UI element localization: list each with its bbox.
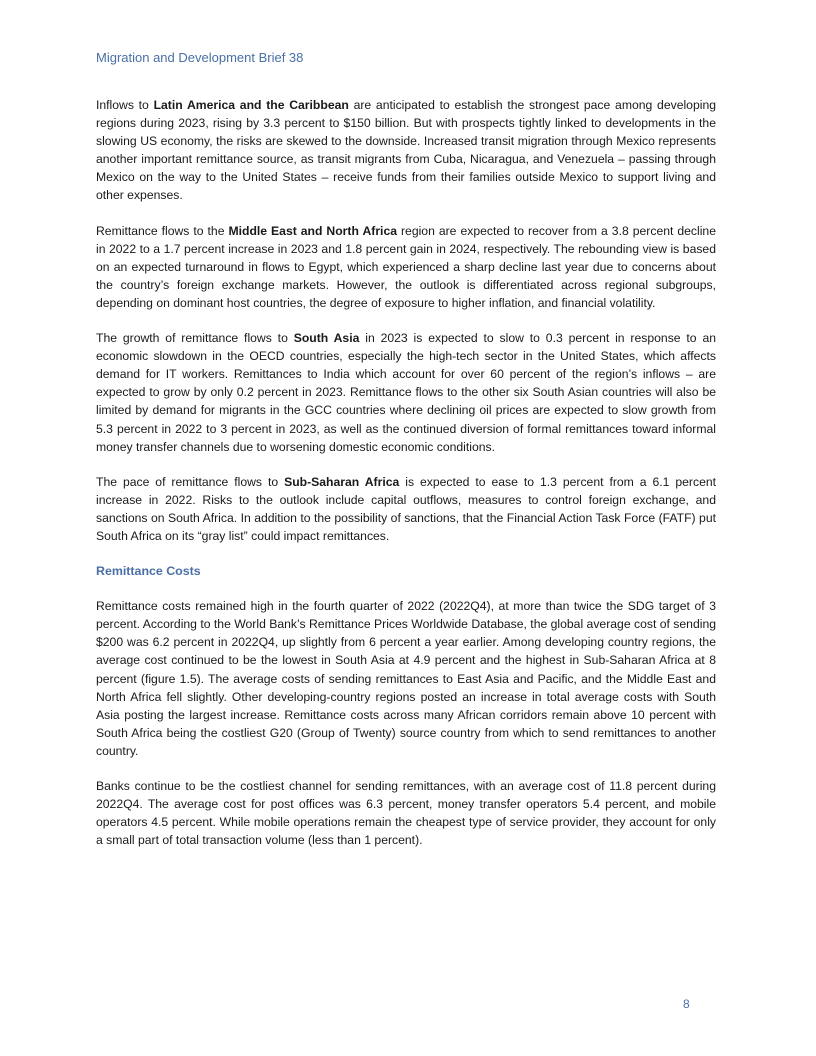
section-heading-remittance-costs: Remittance Costs <box>96 564 201 579</box>
region-name: Middle East and North Africa <box>228 223 397 238</box>
region-name: South Asia <box>293 331 360 346</box>
running-header: Migration and Development Brief 38 <box>96 50 304 65</box>
paragraph-remittance-costs: Remittance costs remained high in the fourth quarter of 2022 (2022Q4), at more than twice the SDG target of 3 percent. According to the World Bank’s Remittance Prices Worldwide Database, the global average cost of sending $200 was 6.2 percent in 2022Q4, up slightly from 6 percent a year earlier. Among developing country regions, the average cost continued to be the lowest in South Asia at 4.9 percent and the highest in Sub-Saharan Africa at 8 percent (figure 1.5). The average costs of sending remittances to East Asia and Pacific, and the Middle East and North Africa fell slightly. Other developing-country regions posted an increase in total average costs with South Asia posting the largest increase. Remittance costs across many African corridors remain above 10 percent with South Africa being the costliest G20 (Group of Twenty) source country from which to send remittances to another country. <box>96 599 716 758</box>
paragraph-banks: Banks continue to be the costliest channel for sending remittances, with an average cost of 11.8 percent during 2022Q4. The average cost for post offices was 6.3 percent, money transfer operators 5.4 percent, and mobile operators 4.5 percent. While mobile operations remain the cheapest type of service provider, they account for only a small part of total transaction volume (less than 1 percent). <box>96 779 716 848</box>
paragraph-latin-america: Inflows to Latin America and the Caribbean are anticipated to establish the strongest pace among developing regions during 2023, rising by 3.3 percent to $150 billion. But with prospects tightly linked to developments in the slowing US economy, the risks are skewed to the downside. Increased transit migration through Mexico represents another important remittance source, as transit migrants from Cuba, Nicaragua, and Venezuela – passing through Mexico on the way to the United States – receive funds from their families outside Mexico to support living and other expenses. <box>96 98 716 203</box>
region-name: Latin America and the Caribbean <box>153 98 349 112</box>
page-number: 8 <box>683 997 690 1011</box>
region-name: Sub-Saharan Africa <box>284 474 400 489</box>
page-body <box>96 96 716 866</box>
paragraph-south-asia: The growth of remittance flows to South Asia in 2023 is expected to slow to 0.3 percent in response to an economic slowdown in the OECD countries, especially the high-tech sector in the United States, which affects demand for IT workers. Remittances to India which account for over 60 percent of the region’s inflows – are expected to grow by only 0.2 percent in 2023. Remittance flows to the other six South Asian countries will also be limited by demand for migrants in the GCC countries where declining oil prices are expected to slow growth from 5.3 percent in 2022 to 3 percent in 2023, as well as the continued diversion of formal remittances toward informal money transfer channels due to worsening domestic economic conditions. <box>96 331 716 454</box>
paragraph-middle-east: Remittance flows to the Middle East and North Africa region are expected to recover from a 3.8 percent decline in 2022 to a 1.7 percent increase in 2023 and 1.8 percent gain in 2024, respectively. The rebounding view is based on an expected turnaround in flows to Egypt, which experienced a sharp decline last year due to concerns about the country’s foreign exchange markets. However, the outlook is differentiated across regional subgroups, depending on dominant host countries, the degree of exposure to higher inflation, and financial volatility. <box>96 223 716 310</box>
paragraph-sub-saharan-africa: The pace of remittance flows to Sub-Saharan Africa is expected to ease to 1.3 percent from a 6.1 percent increase in 2022. Risks to the outlook include capital outflows, measures to control foreign exchange, and sanctions on South Africa. In addition to the possibility of sanctions, that the Financial Action Task Force (FATF) put South Africa on its “gray list” could impact remittances. <box>96 474 717 543</box>
